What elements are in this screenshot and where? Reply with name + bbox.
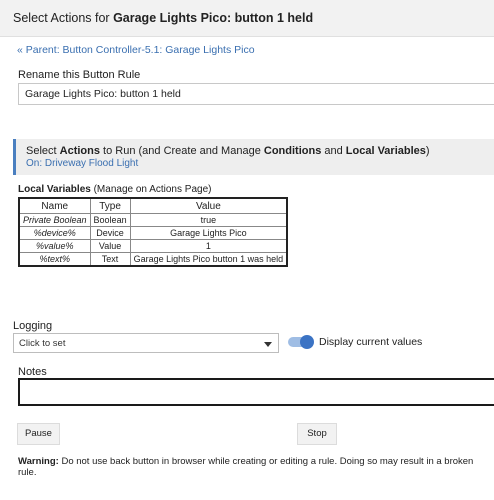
table-header-row <box>19 198 287 214</box>
actions-title-actions: Actions <box>59 145 100 157</box>
actions-title-conditions: Conditions <box>263 145 322 157</box>
variable-name: %text% <box>19 253 90 267</box>
local-variables-table <box>18 197 288 267</box>
pause-button[interactable]: Pause <box>17 423 60 445</box>
table-row <box>19 253 287 267</box>
select-actions-section[interactable] <box>13 139 494 175</box>
variable-name: %device% <box>19 227 90 240</box>
variable-type: Value <box>90 240 130 253</box>
variable-value: Garage Lights Pico button 1 was held <box>130 253 287 267</box>
toggle-knob <box>300 335 314 349</box>
page-title <box>13 11 313 25</box>
local-variables-caption-rest: (Manage on Actions Page) <box>90 184 212 195</box>
actions-trigger-subtitle[interactable]: On: Driveway Flood Light <box>26 158 139 169</box>
page-title-prefix: Select Actions for <box>13 11 114 25</box>
rename-input[interactable] <box>18 83 494 105</box>
logging-select[interactable] <box>13 333 279 353</box>
page-title-rule-name: Garage Lights Pico: button 1 held <box>113 11 314 25</box>
actions-title-part: ) <box>425 145 430 157</box>
parent-link[interactable]: « Parent: Button Controller-5.1: Garage Lights Pico <box>17 44 255 56</box>
table-row <box>19 240 287 253</box>
warning-text: Do not use back button in browser while creating or editing a rule. Doing so may result in a broken rule. <box>18 456 474 478</box>
stop-button[interactable]: Stop <box>297 423 337 445</box>
variable-type: Text <box>90 253 130 267</box>
table-row <box>19 227 287 240</box>
actions-title-part: to Run (and Create and Manage <box>99 145 264 157</box>
variable-name: Private Boolean <box>19 214 90 227</box>
variable-type: Boolean <box>90 214 130 227</box>
logging-label: Logging <box>13 320 53 332</box>
warning-message <box>18 456 494 478</box>
caret-down-icon <box>264 342 272 347</box>
table-row <box>19 214 287 227</box>
display-current-values-toggle[interactable] <box>288 337 310 347</box>
page-header <box>0 0 494 37</box>
warning-label: Warning: <box>18 456 59 467</box>
actions-title-part: Select <box>26 145 60 157</box>
logging-select-value: Click to set <box>19 338 66 349</box>
display-current-values-label: Display current values <box>319 336 423 348</box>
actions-title-local-variables: Local Variables <box>345 145 426 157</box>
variable-value: Garage Lights Pico <box>130 227 287 240</box>
notes-input[interactable] <box>18 378 494 406</box>
variable-value: true <box>130 214 287 227</box>
local-variables-caption <box>18 184 211 195</box>
variable-value: 1 <box>130 240 287 253</box>
variable-type: Device <box>90 227 130 240</box>
column-header-name: Name <box>19 198 90 214</box>
column-header-type: Type <box>90 198 130 214</box>
notes-label: Notes <box>18 366 47 378</box>
variable-name: %value% <box>19 240 90 253</box>
column-header-value: Value <box>130 198 287 214</box>
actions-title-part: and <box>321 145 346 157</box>
rename-label: Rename this Button Rule <box>18 69 141 81</box>
local-variables-caption-bold: Local Variables <box>18 184 91 195</box>
select-actions-title[interactable] <box>26 145 430 157</box>
